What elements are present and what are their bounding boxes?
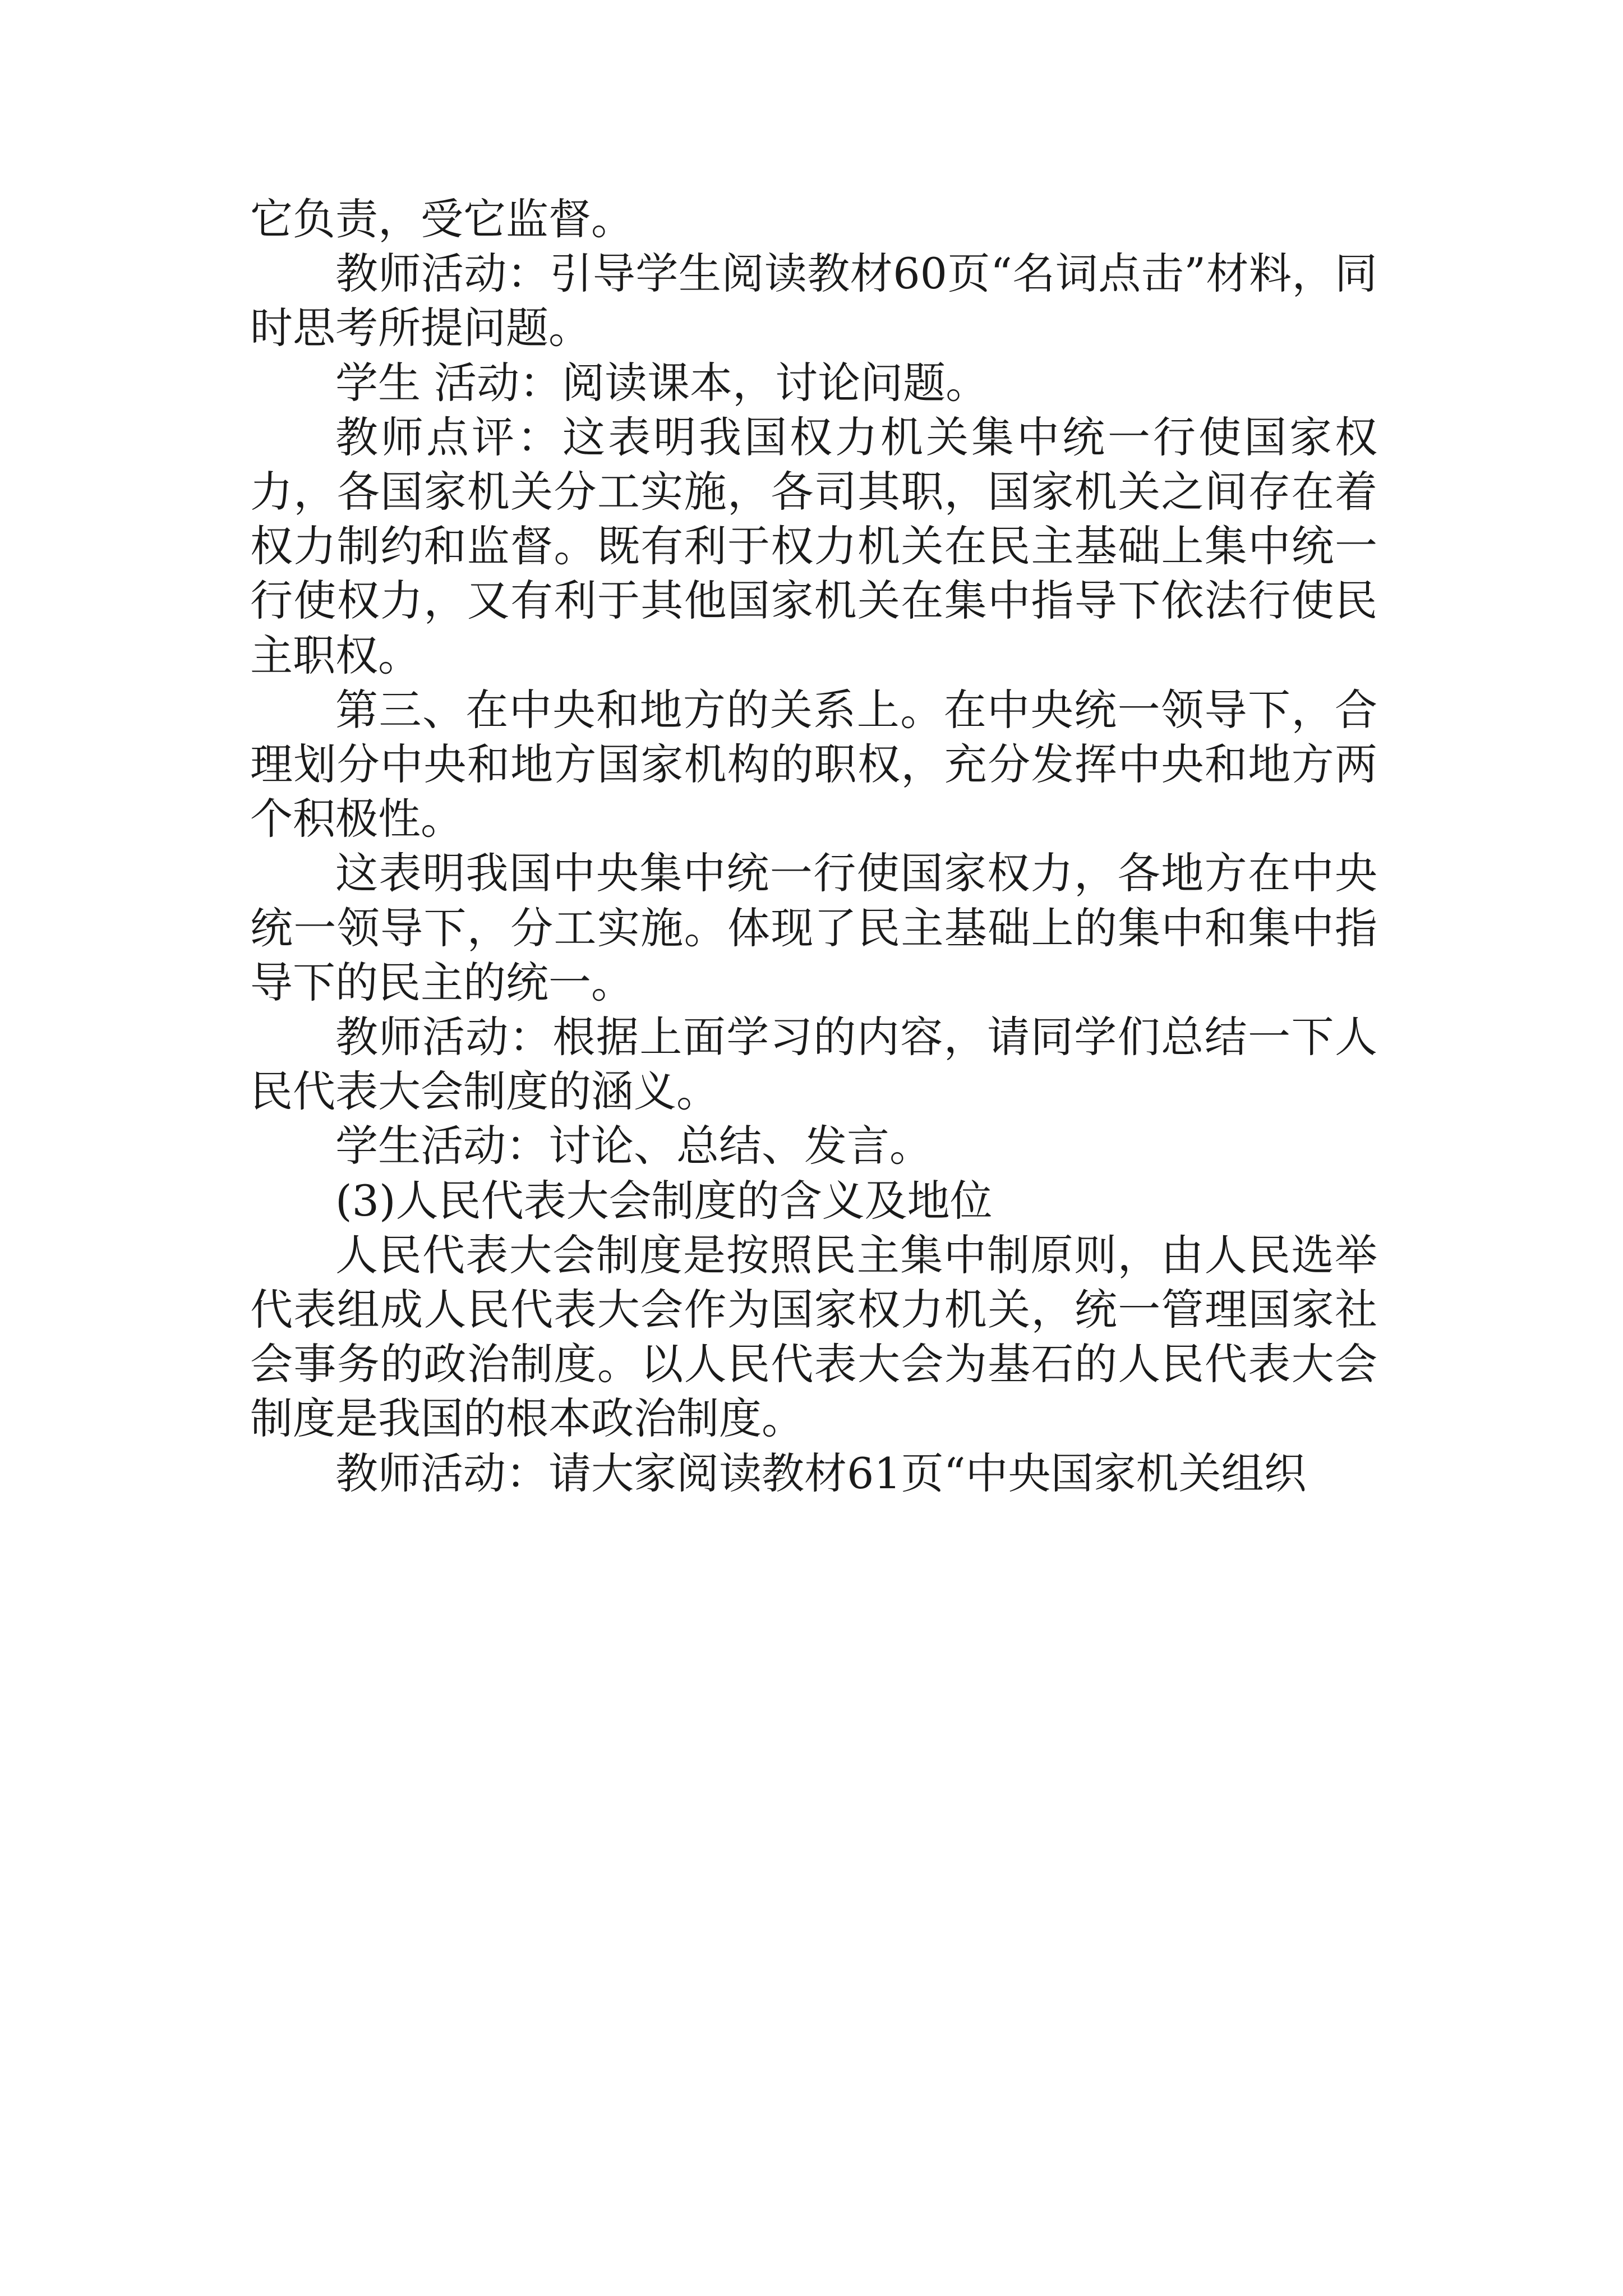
paragraph: 这表明我国中央集中统一行使国家权力，各地方在中央统一领导下，分工实施。体现了民主基础上的集中和集中指导下的民主的统一。 <box>250 848 1377 1007</box>
paragraph: 教师活动：引导学生阅读教材60页“名词点击”材料，同时思考所提问题。 <box>250 249 1377 353</box>
paragraph: 教师点评：这表明我国权力机关集中统一行使国家权力，各国家机关分工实施，各司其职，国家机关之间存在着权力制约和监督。既有利于权力机关在民主基础上集中统一行使权力，又有利于其他国家机关在集中指导下依法行使民主职权。 <box>250 412 1377 680</box>
paragraph: 第三、在中央和地方的关系上。在中央统一领导下，合理划分中央和地方国家机构的职权，充分发挥中央和地方两个积极性。 <box>250 684 1377 844</box>
paragraph: 教师活动：根据上面学习的内容，请同学们总结一下人民代表大会制度的涵义。 <box>250 1012 1377 1117</box>
section-heading: (3)人民代表大会制度的含义及地位 <box>335 1175 993 1226</box>
document-body <box>250 192 1377 1501</box>
paragraph: 它负责，受它监督。 <box>250 194 634 244</box>
paragraph: 教师活动：请大家阅读教材61页“中央国家机关组织 <box>335 1448 1307 1498</box>
paragraph: 学生活动：讨论、总结、发言。 <box>335 1121 932 1171</box>
paragraph: 人民代表大会制度是按照民主集中制原则，由人民选举代表组成人民代表大会作为国家权力机关，统一管理国家社会事务的政治制度。以人民代表大会为基石的人民代表大会制度是我国的根本政治制度。 <box>250 1230 1377 1444</box>
paragraph: 学生 活动：阅读课本，讨论问题。 <box>335 357 989 408</box>
